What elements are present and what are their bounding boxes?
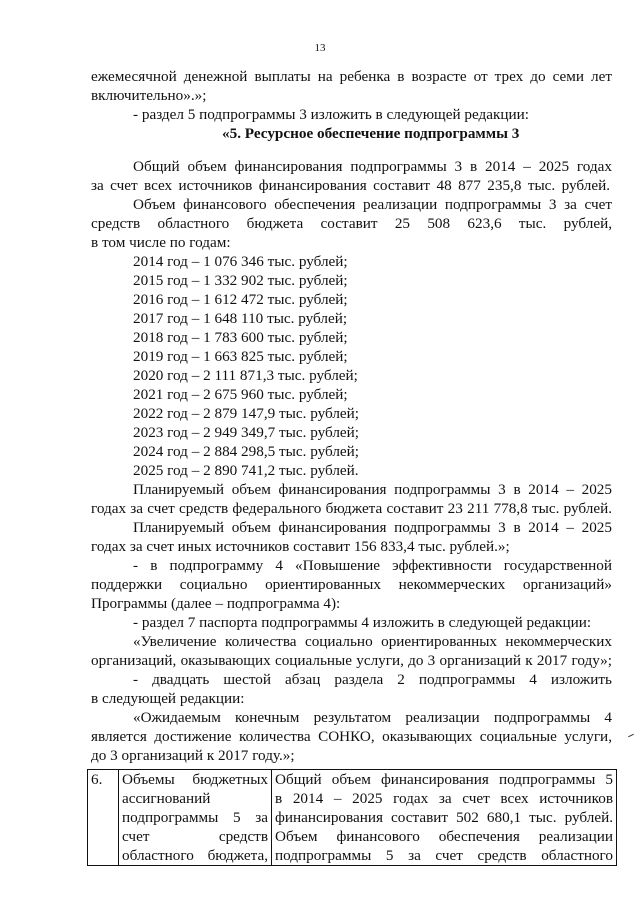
cell-line: областного бюджета, (122, 847, 268, 864)
text-line: - раздел 7 паспорта подпрограммы 4 изложить в следующей редакции: (133, 614, 592, 631)
row-title-cell (119, 770, 272, 866)
row-number: 6. (91, 771, 103, 788)
year-item: 2017 год – 1 648 110 тыс. рублей; (133, 310, 348, 327)
text-line: Планируемый объем финансирования подпрограммы 3 в 2014 – 2025 (133, 519, 612, 536)
text-line: годах за счет иных источников составит 156 833,4 тыс. рублей.»; (91, 538, 510, 555)
year-item: 2015 год – 1 332 902 тыс. рублей; (133, 272, 348, 289)
passport-table (87, 769, 617, 866)
row-value-cell (272, 770, 617, 866)
text-line: является достижение количества СОНКО, оказывающих социальные услуги, (91, 728, 612, 745)
year-item: 2014 год – 1 076 346 тыс. рублей; (133, 253, 348, 270)
text-line: включительно».»; (91, 87, 207, 104)
year-item: 2025 год – 2 890 741,2 тыс. рублей. (133, 462, 359, 479)
text-line: «Ожидаемым конечным результатом реализации подпрограммы 4 (133, 709, 612, 726)
text-line: Объем финансового обеспечения реализации подпрограммы 3 за счет (133, 196, 612, 213)
year-item: 2020 год – 2 111 871,3 тыс. рублей; (133, 367, 358, 384)
cell-line: Объем финансового обеспечения реализации (275, 828, 613, 845)
text-line: в том числе по годам: (91, 234, 231, 251)
year-item: 2019 год – 1 663 825 тыс. рублей; (133, 348, 348, 365)
cell-line: Общий объем финансирования подпрограммы 5 (275, 771, 613, 788)
section-heading: «5. Ресурсное обеспечение подпрограммы 3 (222, 125, 520, 142)
text-line: за счет всех источников финансирования составит 48 877 235,8 тыс. рублей. (91, 177, 610, 194)
text-line: поддержки социально ориентированных некоммерческих организаций» (91, 576, 612, 593)
margin-mark (628, 734, 634, 737)
text-line: годах за счет средств федерального бюджета составит 23 211 778,8 тыс. рублей. (91, 500, 612, 517)
row-number-cell (88, 770, 119, 866)
text-line: Общий объем финансирования подпрограммы 3 в 2014 – 2025 годах (133, 158, 612, 175)
text-line: - раздел 5 подпрограммы 3 изложить в следующей редакции: (133, 106, 529, 123)
cell-line: подпрограммы 5 за (122, 809, 268, 826)
cell-line: Объемы бюджетных (122, 771, 268, 788)
cell-line: финансирования составит 502 680,1 тыс. рублей. (275, 809, 613, 826)
cell-line: в 2014 – 2025 годах за счет всех источников (275, 790, 613, 807)
text-line: Программы (далее – подпрограмма 4): (91, 595, 341, 612)
table-row (88, 770, 617, 866)
cell-line: счет средств (122, 828, 268, 845)
text-line: организаций, оказывающих социальные услуги, до 3 организаций к 2017 году»; (91, 652, 612, 669)
text-line: Планируемый объем финансирования подпрограммы 3 в 2014 – 2025 (133, 481, 612, 498)
text-line: до 3 организаций к 2017 году.»; (91, 747, 295, 764)
year-item: 2016 год – 1 612 472 тыс. рублей; (133, 291, 348, 308)
text-line: средств областного бюджета составит 25 508 623,6 тыс. рублей, (91, 215, 612, 232)
text-line: - в подпрограмму 4 «Повышение эффективности государственной (133, 557, 612, 574)
text-line: ежемесячной денежной выплаты на ребенка в возрасте от трех до семи лет (91, 68, 612, 85)
cell-line: ассигнований (122, 790, 211, 807)
year-item: 2021 год – 2 675 960 тыс. рублей; (133, 386, 348, 403)
text-line: в следующей редакции: (91, 690, 245, 707)
cell-line: подпрограммы 5 за счет средств областного (275, 847, 613, 864)
year-item: 2018 год – 1 783 600 тыс. рублей; (133, 329, 348, 346)
text-line: «Увеличение количества социально ориентированных некоммерческих (133, 633, 612, 650)
year-item: 2023 год – 2 949 349,7 тыс. рублей; (133, 424, 360, 441)
year-item: 2022 год – 2 879 147,9 тыс. рублей; (133, 405, 360, 422)
year-item: 2024 год – 2 884 298,5 тыс. рублей; (133, 443, 360, 460)
text-line: - двадцать шестой абзац раздела 2 подпрограммы 4 изложить (133, 671, 612, 688)
page-number: 13 (314, 42, 326, 54)
